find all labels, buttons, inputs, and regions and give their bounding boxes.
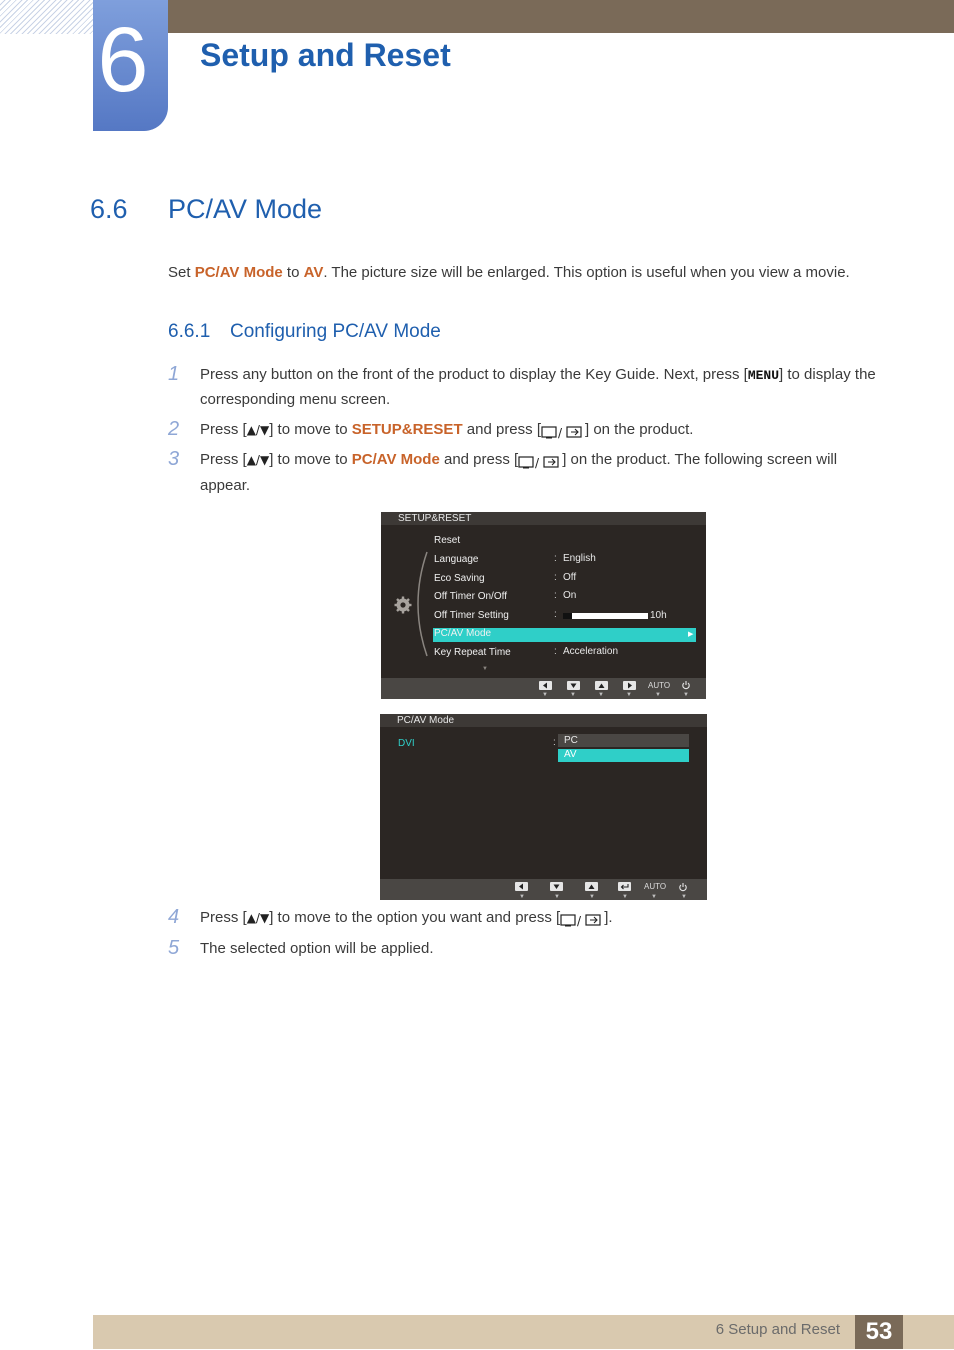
osd-auto-label[interactable]: AUTO [648, 681, 671, 690]
osd-down-button-icon[interactable] [550, 882, 563, 891]
down-arrow-icon: ▼ [259, 453, 270, 467]
down-arrow-icon: ▼ [259, 911, 270, 925]
osd-tick-icon: ▼ [622, 894, 628, 900]
chapter-title: Setup and Reset [200, 37, 451, 73]
intro-option: PC/AV Mode [194, 264, 283, 281]
header-bar [168, 0, 954, 33]
step-4-text-a: Press [ [200, 909, 247, 926]
osd-menu-item[interactable]: Language [434, 554, 479, 565]
section-title: PC/AV Mode [168, 194, 323, 224]
osd-colon: : [554, 590, 557, 601]
step-text [200, 418, 890, 444]
osd-tick-icon: ▼ [570, 692, 576, 698]
osd-option-av-selected[interactable] [558, 749, 689, 762]
osd-colon: : [554, 572, 557, 583]
step-2-text-a: Press [ [200, 421, 247, 438]
off-timer-slider[interactable] [563, 613, 648, 619]
osd-setup-reset-screen [381, 512, 706, 699]
power-icon[interactable] [678, 882, 688, 892]
osd-tick-icon: ▼ [542, 692, 548, 698]
osd-option-label: PC [564, 735, 578, 746]
osd-tick-icon: ▼ [651, 894, 657, 900]
slash: / [255, 911, 260, 925]
step-3-text-d: ] on the product. The following screen will appear. [200, 451, 838, 494]
step-4-text-c: ]. [604, 909, 613, 926]
step-2-text-c: and press [ [462, 421, 541, 438]
osd-title: PC/AV Mode [380, 714, 707, 727]
osd-tick-icon: ▼ [655, 692, 661, 698]
svg-text:/: / [558, 426, 563, 440]
osd-colon: : [553, 737, 556, 748]
step-number: 3 [168, 448, 180, 470]
osd-option-pc[interactable] [558, 734, 689, 747]
intro-set: Set [168, 264, 195, 281]
osd-tick-icon: ▼ [589, 894, 595, 900]
osd-item-value: English [563, 553, 596, 564]
intro-rest: . The picture size will be enlarged. This option is useful when you view a movie. [323, 264, 850, 281]
osd-menu-item-selected[interactable]: PC/AV Mode [434, 628, 492, 639]
step-3-text-c: and press [ [439, 451, 519, 468]
step-number: 4 [168, 906, 180, 928]
osd-tick-icon: ▼ [519, 894, 525, 900]
section-number: 6.6 [90, 194, 128, 224]
page-number: 53 [865, 1318, 893, 1345]
osd-colon: : [554, 609, 557, 620]
power-icon[interactable] [681, 680, 691, 690]
setup-reset-label: SETUP&RESET [351, 421, 463, 438]
osd-item-value: 10h [650, 610, 667, 621]
osd-menu-item[interactable]: Off Timer On/Off [434, 591, 507, 602]
svg-text:/: / [577, 914, 582, 928]
osd-item-value: Acceleration [563, 646, 619, 657]
osd-scroll-down-icon: ▼ [482, 666, 488, 672]
subsection-number: 6.6.1 [168, 321, 211, 342]
off-timer-slider-fill [563, 613, 572, 619]
step-3-text-b: ] to move to [269, 451, 352, 468]
step-number: 5 [168, 937, 180, 959]
intro-value: AV [303, 264, 324, 281]
osd-colon: : [554, 646, 557, 657]
source-enter-icon [518, 450, 562, 474]
osd-source-label: DVI [398, 738, 415, 749]
svg-text:/: / [535, 456, 540, 470]
gear-icon [394, 596, 412, 614]
step-4-text-b: ] to move to the option you want and press [ [269, 909, 561, 926]
step-1-text-a: Press any button on the front of the product to display the Key Guide. Next, press [ [200, 366, 748, 383]
step-text [200, 906, 890, 932]
pc-av-mode-label: PC/AV Mode [351, 451, 440, 468]
step-1-text-b: ] to display the corresponding menu screen. [200, 366, 876, 408]
step-text [200, 363, 890, 412]
osd-item-value: Off [563, 572, 577, 583]
subsection-title: Configuring PC/AV Mode [230, 321, 441, 342]
up-arrow-icon: ▲ [246, 453, 256, 467]
slash: / [255, 453, 260, 467]
source-enter-icon [560, 908, 604, 932]
osd-colon: : [554, 553, 557, 564]
step-2-text-d: ] on the product. [585, 421, 694, 438]
osd-up-button-icon[interactable] [585, 882, 598, 891]
up-arrow-icon: ▲ [246, 423, 256, 437]
osd-menu-item[interactable]: Key Repeat Time [434, 647, 511, 658]
source-enter-icon [541, 420, 585, 444]
step-3-text-a: Press [ [200, 451, 247, 468]
osd-key-guide [380, 879, 707, 900]
menu-key: MENU [747, 368, 780, 383]
step-text [200, 448, 890, 498]
step-text: The selected option will be applied. [200, 940, 434, 957]
intro-to: to [282, 264, 304, 281]
step-number: 2 [168, 418, 180, 440]
osd-option-label: AV [564, 749, 577, 760]
osd-title: SETUP&RESET [381, 512, 706, 525]
down-arrow-icon: ▼ [259, 423, 270, 437]
osd-item-value: On [563, 590, 577, 601]
step-number: 1 [168, 363, 180, 385]
osd-tick-icon: ▼ [554, 894, 560, 900]
osd-arrow-right-icon: ▶ [688, 631, 694, 638]
osd-up-button-icon[interactable] [595, 681, 608, 690]
slash: / [255, 423, 260, 437]
up-arrow-icon: ▲ [246, 911, 256, 925]
osd-left-button-icon[interactable] [539, 681, 552, 690]
step-2-text-b: ] to move to [269, 421, 352, 438]
osd-right-button-icon[interactable] [623, 681, 636, 690]
intro-paragraph [168, 262, 928, 284]
osd-tick-icon: ▼ [598, 692, 604, 698]
osd-left-button-icon[interactable] [515, 882, 528, 891]
header-hatch-decoration [0, 0, 93, 34]
osd-down-button-icon[interactable] [567, 681, 580, 690]
osd-menu-item[interactable]: Reset [434, 535, 461, 546]
footer-chapter-label: 6 Setup and Reset [715, 1321, 840, 1338]
chapter-number: 6 [97, 9, 149, 111]
osd-enter-button-icon[interactable] [618, 882, 631, 891]
osd-tick-icon: ▼ [626, 692, 632, 698]
osd-auto-label[interactable]: AUTO [644, 882, 667, 891]
osd-menu-item[interactable]: Eco Saving [434, 573, 485, 584]
osd-tick-icon: ▼ [683, 692, 689, 698]
osd-key-guide [381, 678, 706, 699]
osd-menu-item[interactable]: Off Timer Setting [434, 610, 509, 621]
osd-pc-av-mode-screen [380, 714, 707, 900]
osd-tick-icon: ▼ [681, 894, 687, 900]
